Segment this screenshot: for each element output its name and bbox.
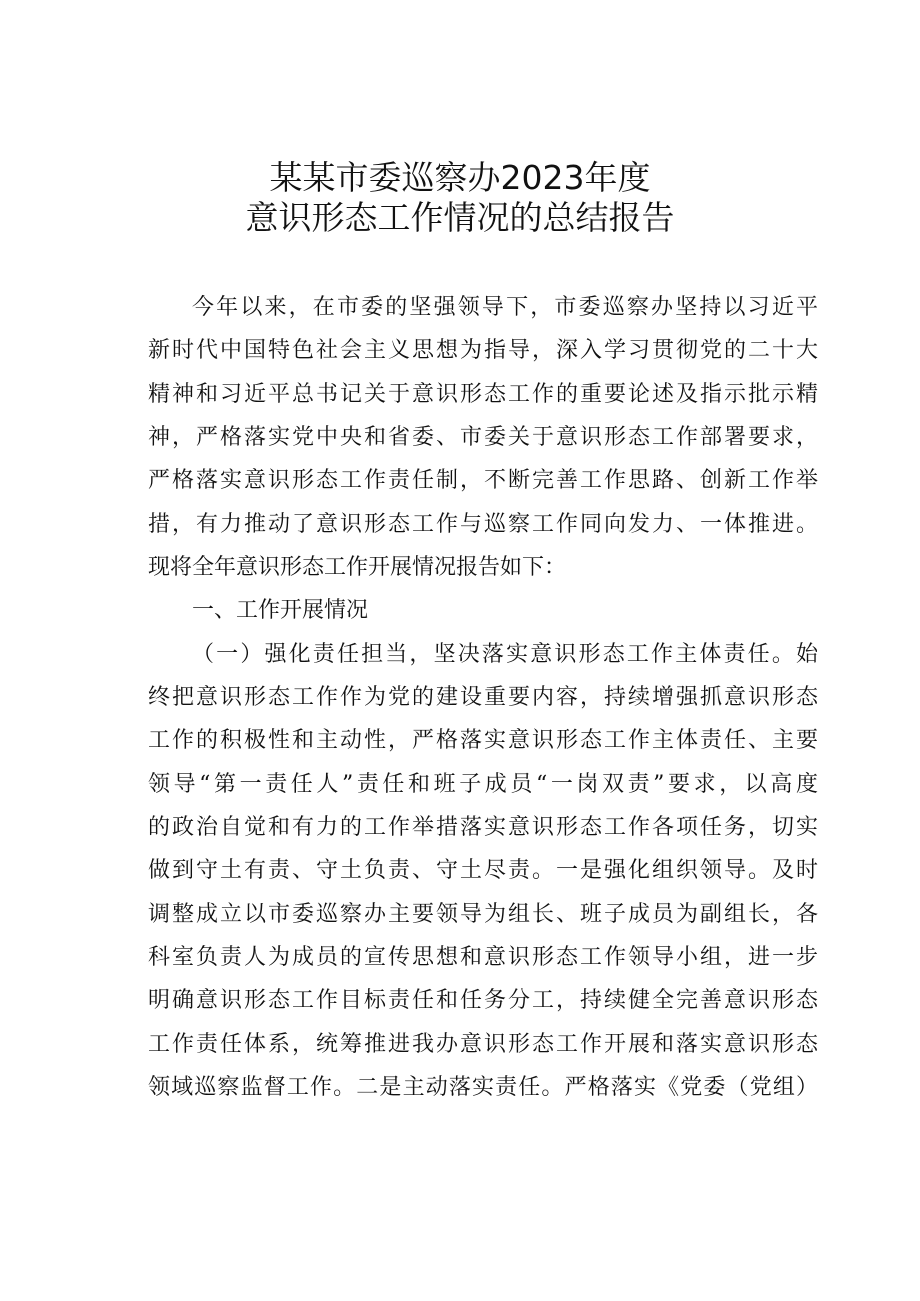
paragraph-2-line: 领导“第一责任人”责任和班子成员“一岗双责”要求，以高度 [148, 772, 818, 797]
section-heading: 一、工作开展情况 [192, 598, 369, 623]
paragraph-2-line: 调整成立以市委巡察办主要领导为组长、班子成员为副组长，各 [148, 902, 818, 927]
paragraph-1-line: 措，有力推动了意识形态工作与巡察工作同向发力、一体推进。 [148, 512, 818, 537]
paragraph-2-line: 工作责任体系，统筹推进我办意识形态工作开展和落实意识形态 [148, 1032, 818, 1057]
paragraph-2-line: 终把意识形态工作作为党的建设重要内容，持续增强抓意识形态 [148, 685, 818, 710]
paragraph-2-line: 做到守土有责、守土负责、守土尽责。一是强化组织领导。及时 [148, 858, 818, 883]
paragraph-1-line: 精神和习近平总书记关于意识形态工作的重要论述及指示批示精 [148, 382, 818, 407]
paragraph-1-line: 今年以来，在市委的坚强领导下，市委巡察办坚持以习近平 [192, 295, 818, 320]
paragraph-1-line: 新时代中国特色社会主义思想为指导，深入学习贯彻党的二十大 [148, 338, 818, 363]
paragraph-2-line: （一）强化责任担当，坚决落实意识形态工作主体责任。始 [192, 642, 818, 667]
paragraph-1-line: 现将全年意识形态工作开展情况报告如下： [148, 555, 567, 580]
document-title-line-2: 意识形态工作情况的总结报告 [245, 198, 675, 237]
paragraph-2-line: 工作的积极性和主动性，严格落实意识形态工作主体责任、主要 [148, 728, 818, 753]
document-title-line-1: 某某市委巡察办2023年度 [269, 158, 651, 197]
paragraph-1-line: 严格落实意识形态工作责任制，不断完善工作思路、创新工作举 [148, 468, 818, 493]
paragraph-2-line: 明确意识形态工作目标责任和任务分工，持续健全完善意识形态 [148, 988, 818, 1013]
paragraph-1-line: 神，严格落实党中央和省委、市委关于意识形态工作部署要求， [148, 425, 818, 450]
paragraph-2-line: 领域巡察监督工作。二是主动落实责任。严格落实《党委（党组） [148, 1075, 818, 1100]
paragraph-2-line: 的政治自觉和有力的工作举措落实意识形态工作各项任务，切实 [148, 815, 818, 840]
paragraph-2-line: 科室负责人为成员的宣传思想和意识形态工作领导小组，进一步 [148, 945, 818, 970]
